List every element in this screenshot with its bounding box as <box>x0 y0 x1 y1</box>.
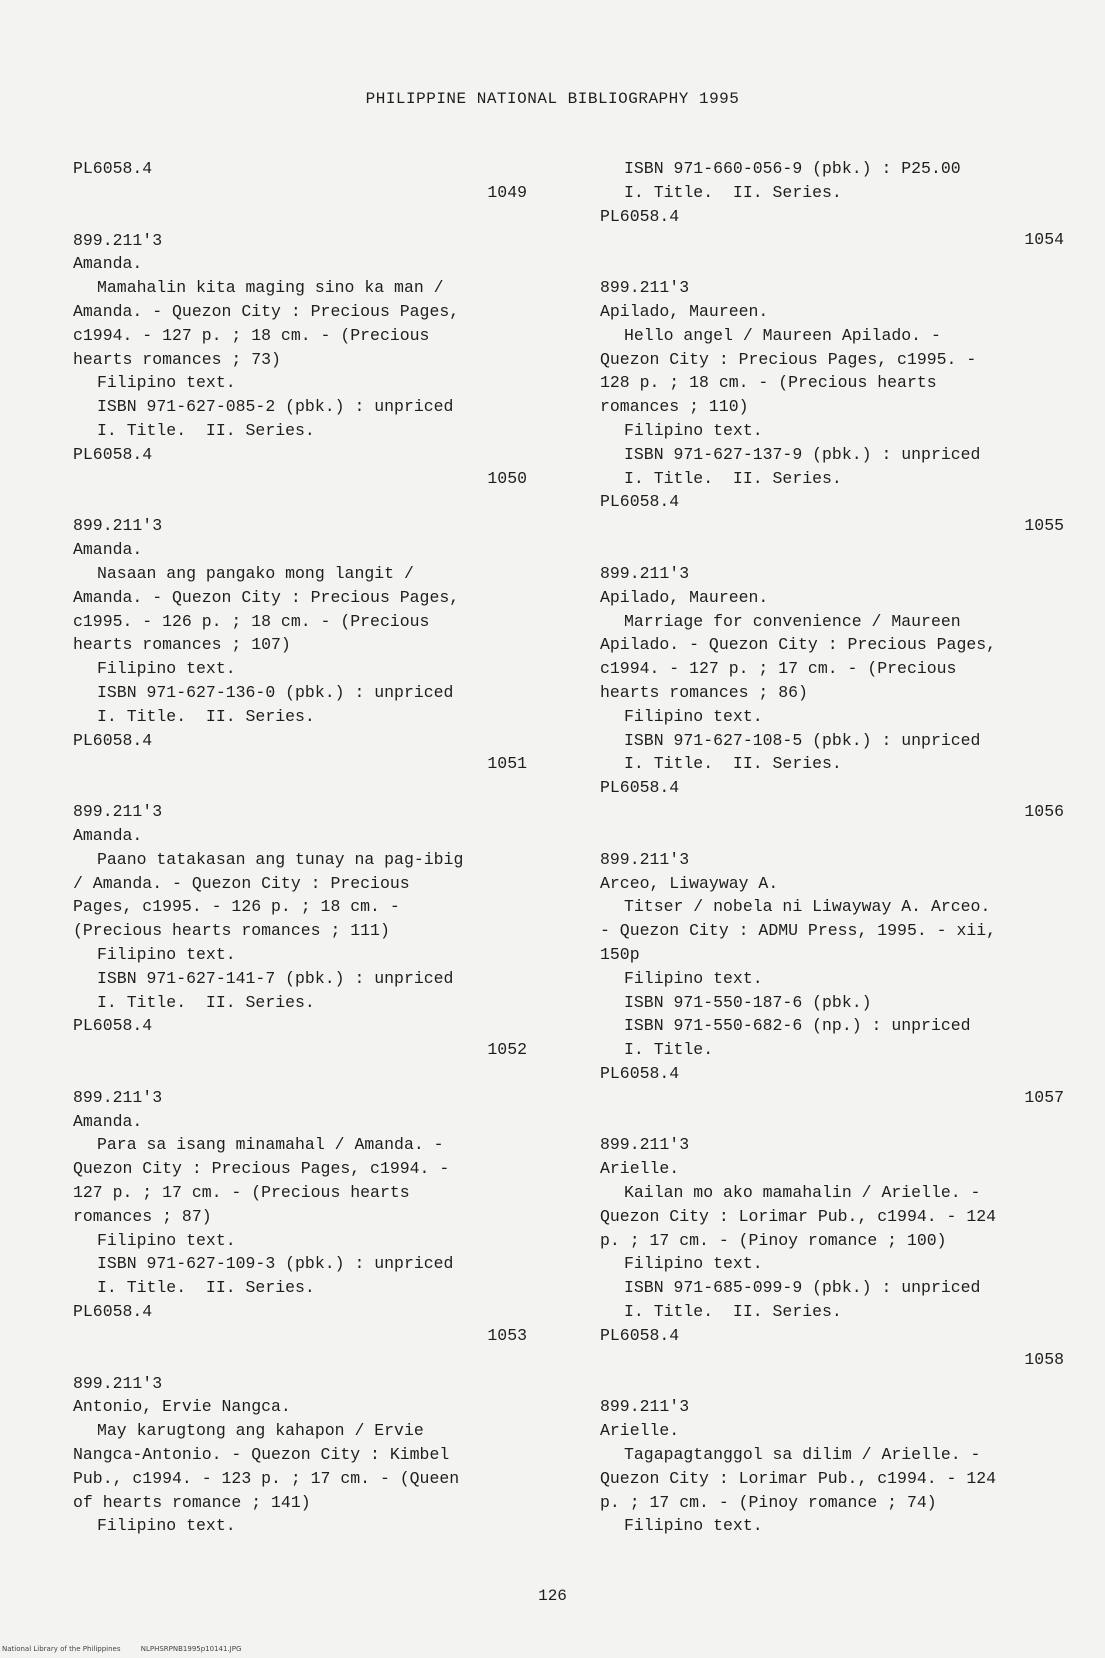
entry-line: Pub., c1994. - 123 p. ; 17 cm. - (Queen <box>73 1468 460 1488</box>
entry-line: Apilado. - Quezon City : Precious Pages, <box>600 635 997 655</box>
entry-line: I. Title. II. Series. <box>97 706 315 726</box>
entry-line: Arielle. <box>600 1159 680 1179</box>
entry-number: 1057 <box>1024 1087 1064 1107</box>
entry-line: Tagapagtanggol sa dilim / Arielle. - <box>624 1445 981 1465</box>
entry-line: Quezon City : Precious Pages, c1995. - <box>600 349 977 369</box>
entry-line: ISBN 971-627-108-5 (pbk.) : unpriced <box>624 730 981 750</box>
entry-line: PL6058.4 <box>73 159 153 178</box>
entry-line: Antonio, Ervie Nangca. <box>73 1397 291 1417</box>
entry-spacer <box>73 490 553 514</box>
entry-line: (Precious hearts romances ; 111) <box>73 921 390 941</box>
entry-line: ISBN 971-550-187-6 (pbk.) <box>624 992 872 1012</box>
entry-line: 128 p. ; 18 cm. - (Precious hearts <box>600 373 937 393</box>
entry-line: I. Title. II. Series. <box>624 1302 842 1322</box>
entry-line: 899.211'3 <box>73 230 163 250</box>
entry-number: 1049 <box>487 182 527 202</box>
entry-line: romances ; 110) <box>600 397 749 417</box>
page-title: PHILIPPINE NATIONAL BIBLIOGRAPHY 1995 <box>365 90 740 108</box>
entry-line: Kailan mo ako mamahalin / Arielle. - <box>624 1183 981 1203</box>
entry-line: 899.211'3 <box>73 1087 163 1107</box>
entry-line: PL6058.4 <box>73 1016 153 1036</box>
entry-line: PL6058.4 <box>73 1302 153 1322</box>
entry-line: ISBN 971-660-056-9 (pbk.) : P25.00 <box>624 159 961 178</box>
entry-line: hearts romances ; 107) <box>73 635 291 655</box>
right-column <box>600 157 1090 1538</box>
entry-line: 899.211'3 <box>600 1135 690 1155</box>
entry-number: 1056 <box>1024 801 1064 821</box>
entry-line: Filipino text. <box>97 1230 236 1250</box>
entry-line: Para sa isang minamahal / Amanda. - <box>97 1135 444 1155</box>
entry-line: c1995. - 126 p. ; 18 cm. - (Precious <box>73 611 430 631</box>
entry-line: PL6058.4 <box>600 778 680 798</box>
entry-line: I. Title. II. Series. <box>624 468 842 488</box>
entry-line: / Amanda. - Quezon City : Precious <box>73 873 410 893</box>
entry-line: ISBN 971-685-099-9 (pbk.) : unpriced <box>624 1278 981 1298</box>
entry-line: 899.211'3 <box>73 1373 163 1393</box>
entry-line: Filipino text. <box>624 706 763 726</box>
entry-line: 150p <box>600 944 640 964</box>
entry-line: p. ; 17 cm. - (Pinoy romance ; 100) <box>600 1230 947 1250</box>
entry-spacer <box>600 538 1090 562</box>
entry-line: Quezon City : Lorimar Pub., c1994. - 124 <box>600 1206 997 1226</box>
entry-line: of hearts romance ; 141) <box>73 1492 311 1512</box>
entry-number: 1058 <box>1024 1349 1064 1369</box>
entry-line: I. Title. <box>624 1040 714 1060</box>
entry-line: p. ; 17 cm. - (Pinoy romance ; 74) <box>600 1492 937 1512</box>
entry-line: Nangca-Antonio. - Quezon City : Kimbel <box>73 1445 450 1465</box>
entry-line: Mamahalin kita maging sino ka man / <box>97 278 444 298</box>
entry-line: Filipino text. <box>97 659 236 679</box>
entry-number: 1051 <box>487 754 527 774</box>
entry-number: 1052 <box>487 1040 527 1060</box>
entry-line: I. Title. II. Series. <box>97 420 315 440</box>
entry-line: 899.211'3 <box>600 278 690 298</box>
entry-line: May karugtong ang kahapon / Ervie <box>97 1421 424 1441</box>
entry-line: ISBN 971-627-109-3 (pbk.) : unpriced <box>97 1254 454 1274</box>
entry-line: Amanda. <box>73 540 143 560</box>
entry-line: Filipino text. <box>624 1254 763 1274</box>
entry-line: Paano tatakasan ang tunay na pag-ibig <box>97 849 464 869</box>
entry-line: Arceo, Liwayway A. <box>600 873 779 893</box>
entry-line: 899.211'3 <box>73 516 163 536</box>
entry-line: 127 p. ; 17 cm. - (Precious hearts <box>73 1183 410 1203</box>
entry-line: Nasaan ang pangako mong langit / <box>97 563 414 583</box>
entry-line: 899.211'3 <box>600 849 690 869</box>
entry-spacer <box>600 824 1090 848</box>
entry-line: I. Title. II. Series. <box>624 182 842 202</box>
entry-line: Filipino text. <box>97 944 236 964</box>
entry-line: Titser / nobela ni Liwayway A. Arceo. <box>624 897 991 917</box>
entry-spacer <box>600 252 1090 276</box>
entry-line: PL6058.4 <box>600 206 680 226</box>
left-column <box>73 157 553 1538</box>
entry-line: I. Title. II. Series. <box>97 1278 315 1298</box>
entry-line: Filipino text. <box>624 1516 763 1536</box>
entry-line: Marriage for convenience / Maureen <box>624 611 961 631</box>
entry-spacer <box>73 1062 553 1086</box>
entry-line: Filipino text. <box>97 1516 236 1536</box>
entry-line: Filipino text. <box>624 968 763 988</box>
entry-line: PL6058.4 <box>73 444 153 464</box>
entry-line: Amanda. <box>73 1111 143 1131</box>
entry-line: PL6058.4 <box>600 492 680 512</box>
footer-file: NLPHSRPNB1995p10141.JPG <box>140 1645 242 1653</box>
entry-line: PL6058.4 <box>600 1325 680 1345</box>
entry-line: hearts romances ; 86) <box>600 682 808 702</box>
entry-line: 899.211'3 <box>73 802 163 822</box>
entry-line: Quezon City : Precious Pages, c1994. - <box>73 1159 450 1179</box>
entry-spacer <box>600 1109 1090 1133</box>
entry-line: Filipino text. <box>97 373 236 393</box>
entry-line: I. Title. II. Series. <box>624 754 842 774</box>
entry-number: 1055 <box>1024 516 1064 536</box>
entry-line: Apilado, Maureen. <box>600 587 769 607</box>
footer-library: National Library of the Philippines <box>2 1645 121 1653</box>
entry-spacer <box>600 1371 1090 1395</box>
entry-line: Amanda. - Quezon City : Precious Pages, <box>73 301 460 321</box>
entry-spacer <box>73 776 553 800</box>
entry-line: Amanda. <box>73 254 143 274</box>
entry-line: Hello angel / Maureen Apilado. - <box>624 325 941 345</box>
entry-number: 1054 <box>1024 230 1064 250</box>
entry-line: ISBN 971-627-141-7 (pbk.) : unpriced <box>97 968 454 988</box>
entry-line: romances ; 87) <box>73 1206 212 1226</box>
scan-footer <box>2 1645 259 1653</box>
entry-spacer <box>73 205 553 229</box>
entry-line: PL6058.4 <box>73 730 153 750</box>
entry-line: 899.211'3 <box>600 1397 690 1417</box>
entry-line: Arielle. <box>600 1421 680 1441</box>
entry-line: Amanda. <box>73 825 143 845</box>
entry-line: ISBN 971-627-136-0 (pbk.) : unpriced <box>97 682 454 702</box>
entry-number: 1050 <box>487 468 527 488</box>
entry-line: ISBN 971-627-085-2 (pbk.) : unpriced <box>97 397 454 417</box>
entry-line: Filipino text. <box>624 420 763 440</box>
entry-number: 1053 <box>487 1325 527 1345</box>
entry-line: ISBN 971-550-682-6 (np.) : unpriced <box>624 1016 971 1036</box>
entry-line: Quezon City : Lorimar Pub., c1994. - 124 <box>600 1468 997 1488</box>
entry-spacer <box>73 1348 553 1372</box>
entry-line: PL6058.4 <box>600 1063 680 1083</box>
entry-line: c1994. - 127 p. ; 17 cm. - (Precious <box>600 659 957 679</box>
entry-line: hearts romances ; 73) <box>73 349 281 369</box>
entry-line: Pages, c1995. - 126 p. ; 18 cm. - <box>73 897 400 917</box>
entry-line: Amanda. - Quezon City : Precious Pages, <box>73 587 460 607</box>
entry-line: - Quezon City : ADMU Press, 1995. - xii, <box>600 921 997 941</box>
entry-line: Apilado, Maureen. <box>600 301 769 321</box>
page-number: 126 <box>538 1587 567 1605</box>
entry-line: c1994. - 127 p. ; 18 cm. - (Precious <box>73 325 430 345</box>
entry-line: I. Title. II. Series. <box>97 992 315 1012</box>
entry-line: ISBN 971-627-137-9 (pbk.) : unpriced <box>624 444 981 464</box>
entry-line: 899.211'3 <box>600 563 690 583</box>
